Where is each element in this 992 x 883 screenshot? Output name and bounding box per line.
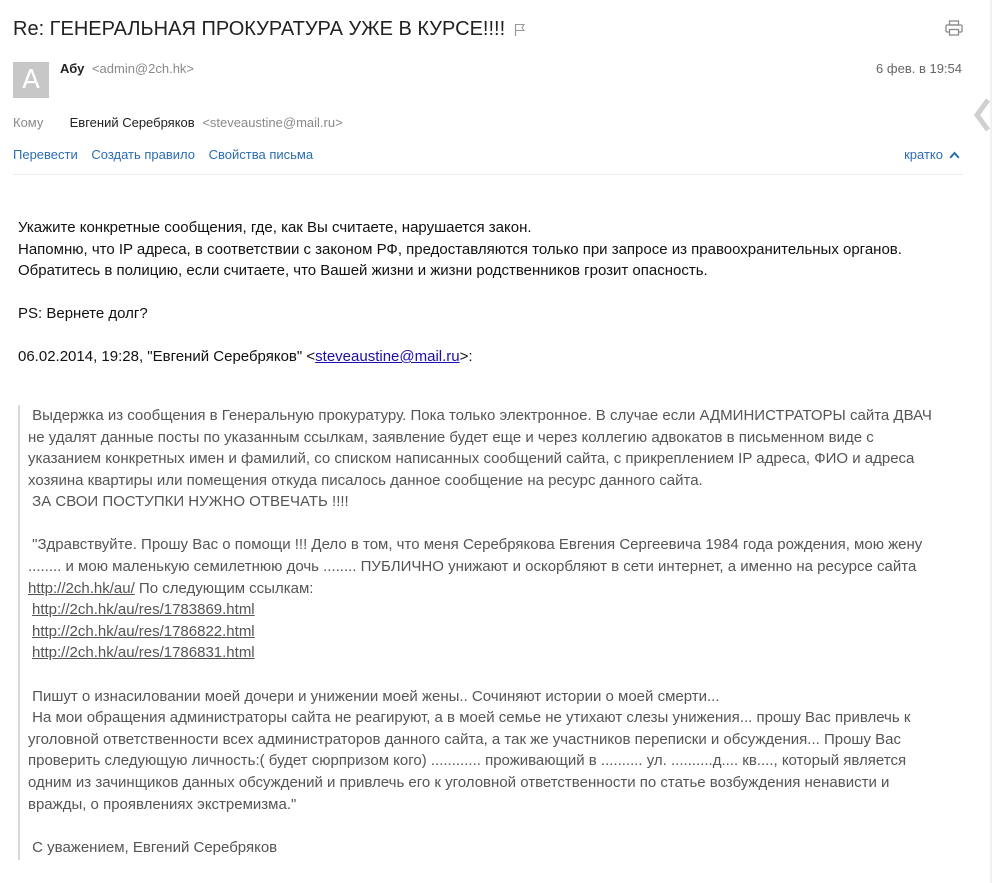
quote-link-line [28, 642, 963, 664]
body-ps: PS: Вернете долг? [18, 305, 148, 322]
message-body [18, 217, 968, 368]
body-line: Напомню, что IP адреса, в соответствии с законом РФ, предоставляются только при запросе из правоохранительных органов. [18, 240, 902, 258]
recipient-row [13, 115, 343, 130]
sender-info [60, 61, 194, 76]
quote-email-link[interactable]: steveaustine@mail.ru [315, 348, 460, 365]
quote-header-prefix: 06.02.2014, 19:28, "Евгений Серебряков" < [18, 348, 316, 365]
quote-line: вражды, о проявлениях экстремизма." [28, 795, 297, 813]
quote-line: Пишут о изнасиловании моей дочери и унижении моей жены.. Сочиняют истории о моей смерти... [28, 687, 720, 705]
quote-line: указанием конкретных имен и фамилий, со списком написанных сообщений сайта, с прикреплением IP адреса, ФИО и адреса [28, 450, 915, 468]
thread-link[interactable]: http://2ch.hk/au/res/1783869.html [32, 601, 255, 619]
message-properties-link[interactable]: Свойства письма [208, 147, 314, 162]
brief-toggle[interactable] [904, 147, 960, 162]
body-line: Обратитесь в полицию, если считаете, что Вашей жизни и жизни родственников грозит опасность. [18, 262, 708, 279]
thread-link[interactable]: http://2ch.hk/au/res/1786822.html [32, 622, 255, 640]
quote-link-line [28, 621, 963, 643]
create-rule-link[interactable]: Создать правило [91, 147, 196, 162]
print-icon[interactable] [945, 20, 963, 36]
flag-icon[interactable] [514, 23, 526, 37]
recipient-address: <steveaustine@mail.ru> [202, 115, 343, 130]
quote-header-suffix: >: [459, 348, 473, 365]
quote-line-with-link [28, 578, 963, 600]
subject-text: Re: ГЕНЕРАЛЬНАЯ ПРОКУРАТУРА УЖЕ В КУРСЕ!!!! [13, 18, 506, 40]
header-divider [13, 174, 963, 175]
quote-line: одним из зачинщиков данных обсуждений и привлечь его к уголовной ответственности по статье возбуждения ненависти и [28, 773, 890, 791]
recipient-name[interactable]: Евгений Серебряков [69, 115, 195, 130]
quote-header [18, 346, 968, 368]
sender-name[interactable]: Абу [60, 61, 85, 76]
sender-address: <admin@2ch.hk> [91, 61, 195, 76]
body-line: Укажите конкретные сообщения, где, как Вы считаете, нарушается закон. [18, 219, 532, 236]
message-date: 6 фев. в 19:54 [876, 61, 962, 76]
forward-link[interactable]: Перевести [13, 147, 78, 162]
quote-line: проверить следующую личность:( будет сюрпризом кого) ............ проживающий в .......... ул. ..........д.... кв...., который является [28, 752, 907, 770]
sender-avatar[interactable]: А [13, 62, 49, 98]
recipient-label: Кому [13, 115, 44, 130]
quote-signature: С уважением, Евгений Серебряков [28, 838, 278, 856]
quote-text: По следующим ссылкам: [134, 579, 314, 597]
thread-link[interactable]: http://2ch.hk/au/res/1786831.html [32, 644, 255, 662]
quote-line: "Здравствуйте. Прошу Вас о помощи !!! Дело в том, что меня Серебрякова Евгения Сергеевича 1984 года рождения, мою жену [28, 536, 923, 554]
quote-line: хозяина квартиры или помещения откуда писалось данное сообщение на ресурс данного сайта. [28, 471, 703, 489]
quoted-message [18, 405, 963, 860]
board-link[interactable]: http://2ch.hk/au/ [28, 579, 135, 597]
quote-line: уголовной ответственности всех администраторов данного сайта, а так же участников переписки и обсуждения... Прошу Вас [28, 730, 901, 748]
brief-label: кратко [904, 147, 943, 162]
message-subject [13, 18, 526, 41]
quote-line: Выдержка из сообщения в Генеральную прокуратуру. Пока только электронное. В случае если АДМИНИСТРАТОРЫ сайта ДВАЧ [28, 407, 932, 424]
chevron-up-icon [949, 151, 960, 159]
quote-line: не удалят данные посты по указанным ссылкам, заявление будет еще и через коллегию адвокатов в письменном виде с [28, 428, 874, 446]
message-actions [13, 147, 323, 162]
quote-line: На мои обращения администраторы сайта не реагируют, а в моей семье не утихают слезы унижения... прошу Вас привлечь к [28, 709, 911, 727]
quote-line: ........ и мою маленькую семилетнюю дочь ........ ПУБЛИЧНО унижают и оскорбляют в сети интернет, а именно на ресурсе сайта [28, 558, 917, 576]
quote-line: ЗА СВОИ ПОСТУПКИ НУЖНО ОТВЕЧАТЬ !!!! [28, 493, 349, 511]
quote-link-line [28, 599, 963, 621]
